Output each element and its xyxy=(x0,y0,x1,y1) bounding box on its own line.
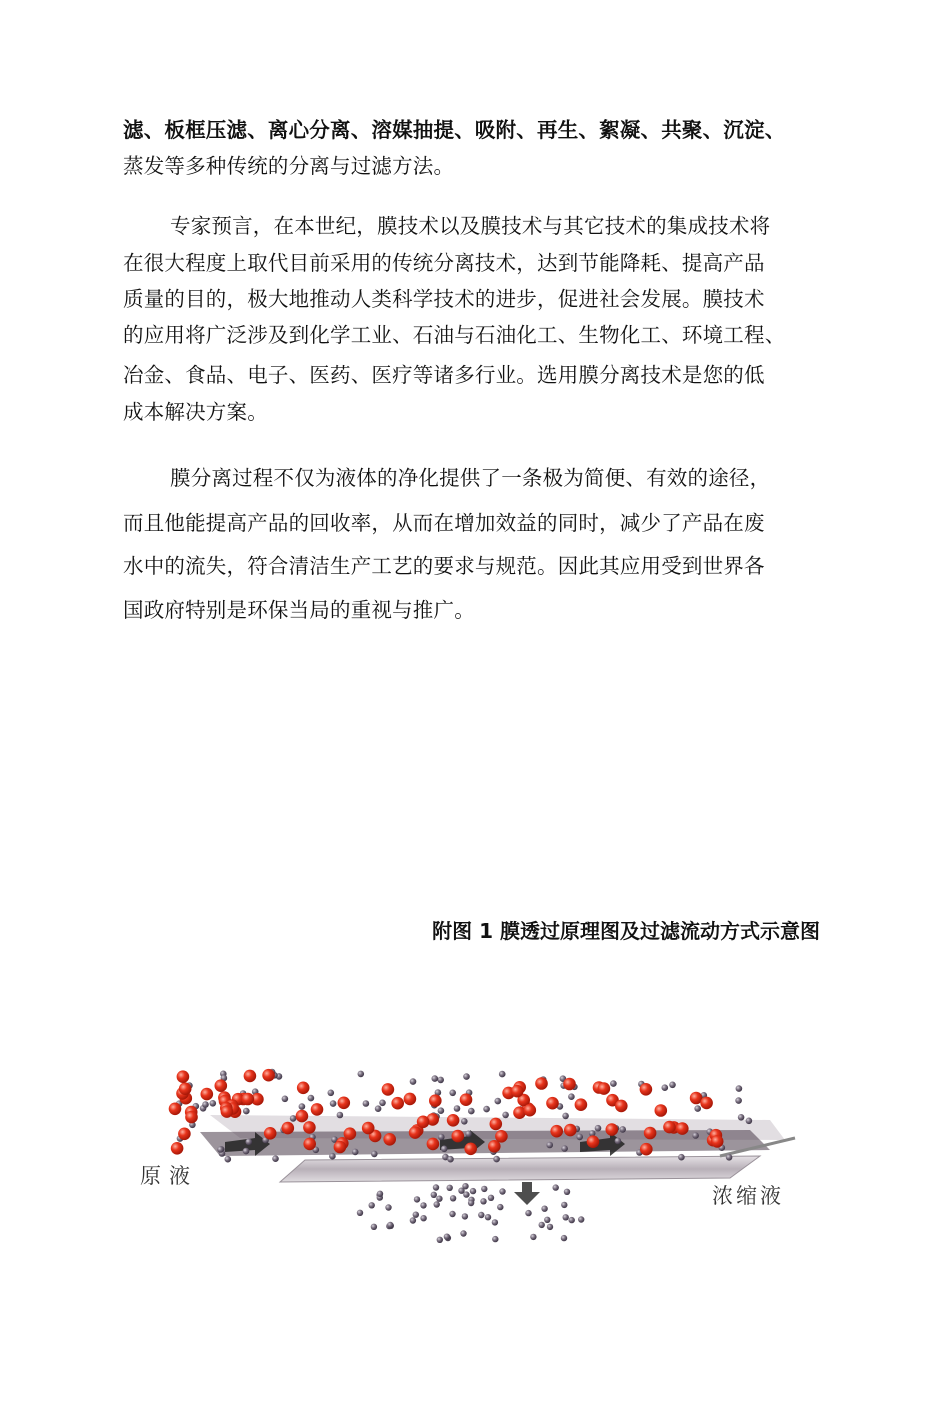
large-particle xyxy=(663,1121,676,1134)
permeate-particle xyxy=(420,1215,426,1221)
small-particle xyxy=(610,1080,617,1087)
small-particle xyxy=(726,1154,733,1161)
large-particle xyxy=(383,1133,396,1146)
large-particle xyxy=(417,1116,430,1129)
text-line: 膜分离过程不仅为液体的净化提供了一条极为简便、有效的途径， xyxy=(170,466,771,490)
small-particle xyxy=(546,1142,553,1149)
text-line: 冶金、食品、电子、医药、医疗等诸多行业。选用膜分离技术是您的低 xyxy=(123,363,765,387)
large-particle xyxy=(511,1085,524,1098)
large-particle xyxy=(344,1127,357,1140)
small-particle xyxy=(735,1097,742,1104)
small-particle xyxy=(371,1151,378,1158)
small-particle xyxy=(595,1125,602,1132)
small-particle xyxy=(243,1148,250,1155)
small-particle xyxy=(694,1105,701,1112)
small-particle xyxy=(308,1095,315,1102)
concentrate-label: 浓缩液 xyxy=(712,1184,784,1208)
permeate-particle xyxy=(492,1236,498,1242)
small-particle xyxy=(290,1115,297,1122)
permeate-particle xyxy=(462,1213,468,1219)
large-particle xyxy=(244,1070,257,1083)
permeate-particle xyxy=(569,1217,575,1223)
small-particle xyxy=(375,1105,382,1112)
permeate-particle xyxy=(561,1235,567,1241)
large-particle xyxy=(185,1111,198,1124)
text-line: 蒸发等多种传统的分离与过滤方法。 xyxy=(123,154,455,178)
large-particle xyxy=(606,1123,619,1136)
small-particle xyxy=(662,1084,669,1091)
permeate-particle xyxy=(497,1204,503,1210)
large-particle xyxy=(711,1135,724,1148)
permeate-particle xyxy=(530,1234,536,1240)
small-particle xyxy=(568,1093,575,1100)
large-particle xyxy=(676,1122,689,1135)
membrane xyxy=(280,1156,760,1182)
text-line: 而且他能提高产品的回收率，从而在增加效益的同时，减少了产品在废 xyxy=(123,511,765,535)
small-particle xyxy=(410,1078,417,1085)
large-particle xyxy=(644,1127,657,1140)
small-particle xyxy=(738,1114,745,1121)
permeate-particle xyxy=(450,1195,456,1201)
small-particle xyxy=(461,1118,468,1125)
permeate-particle xyxy=(420,1202,426,1208)
permeate-particle xyxy=(564,1189,570,1195)
permeate-particle xyxy=(434,1201,440,1207)
permeate-particle xyxy=(561,1202,567,1208)
permeate-particle xyxy=(553,1184,559,1190)
small-particle xyxy=(746,1118,753,1125)
large-particle xyxy=(535,1077,548,1090)
large-particle xyxy=(171,1142,184,1155)
text-line: 的应用将广泛涉及到化学工业、石油与石油化工、生物化工、环境工程、 xyxy=(123,323,786,347)
permeate-particle xyxy=(485,1214,491,1220)
large-particle xyxy=(303,1138,316,1151)
small-particle xyxy=(692,1132,699,1139)
small-particle xyxy=(210,1100,217,1107)
large-particle xyxy=(575,1098,588,1111)
large-particle xyxy=(587,1135,600,1148)
small-particle xyxy=(454,1105,461,1112)
small-particle xyxy=(438,1107,445,1114)
text-line: 专家预言，在本世纪，膜技术以及膜技术与其它技术的集成技术将 xyxy=(170,214,771,238)
large-particle xyxy=(564,1124,577,1137)
large-particle xyxy=(177,1070,190,1083)
small-particle xyxy=(615,1138,622,1145)
small-particle xyxy=(499,1071,506,1078)
small-particle xyxy=(337,1112,344,1119)
membrane-diagram-graphic xyxy=(130,1060,810,1250)
small-particle xyxy=(669,1082,676,1089)
figure-caption: 附图 1 膜透过原理图及过滤流动方式示意图 xyxy=(432,919,820,943)
large-particle xyxy=(178,1128,191,1141)
small-particle xyxy=(447,1156,454,1163)
small-particle xyxy=(483,1106,490,1113)
small-particle xyxy=(449,1090,456,1097)
small-particle xyxy=(437,1077,444,1084)
large-particle xyxy=(524,1104,537,1117)
large-particle xyxy=(201,1088,214,1101)
large-particle xyxy=(297,1082,310,1095)
large-particle xyxy=(655,1104,668,1117)
text-line: 成本解决方案。 xyxy=(123,400,268,424)
small-particle xyxy=(736,1085,743,1092)
small-particle xyxy=(225,1156,232,1163)
small-particle xyxy=(562,1113,569,1120)
permeate-particle xyxy=(460,1230,466,1236)
small-particle xyxy=(358,1071,365,1078)
text-line: 在很大程度上取代目前采用的传统分离技术，达到节能降耗、提高产品 xyxy=(123,251,765,275)
small-particle xyxy=(441,1146,448,1153)
large-particle xyxy=(640,1083,653,1096)
text-line: 水中的流失，符合清洁生产工艺的要求与规范。因此其应用受到世界各 xyxy=(123,554,765,578)
small-particle xyxy=(202,1101,209,1108)
text-line: 滤、板框压滤、离心分离、溶媒抽提、吸附、再生、絮凝、共聚、沉淀、 xyxy=(123,118,786,142)
permeate-particle xyxy=(431,1192,437,1198)
small-particle xyxy=(576,1134,583,1141)
small-particle xyxy=(438,1134,445,1141)
large-particle xyxy=(640,1143,653,1156)
permeate-particle xyxy=(357,1210,363,1216)
permeate-particle xyxy=(433,1184,439,1190)
large-particle xyxy=(282,1122,295,1135)
large-particle xyxy=(215,1079,228,1092)
large-particle xyxy=(409,1126,422,1139)
permeate-particle xyxy=(385,1204,391,1210)
small-particle xyxy=(432,1075,439,1082)
large-particle xyxy=(338,1097,351,1110)
large-particle xyxy=(447,1114,460,1127)
large-particle xyxy=(303,1121,316,1134)
permeate-particle xyxy=(547,1224,553,1230)
permeate-particle xyxy=(449,1211,455,1217)
large-particle xyxy=(495,1130,508,1143)
small-particle xyxy=(363,1100,370,1107)
large-particle xyxy=(169,1103,182,1116)
permeate-particle xyxy=(462,1183,468,1189)
large-particle xyxy=(264,1127,277,1140)
large-particle xyxy=(334,1141,347,1154)
text-line: 质量的目的，极大地推动人类科学技术的进步，促进社会发展。膜技术 xyxy=(123,287,765,311)
text-line: 国政府特别是环保当局的重视与推广。 xyxy=(123,598,475,622)
permeate-particle xyxy=(541,1206,547,1212)
permeate-arrow-icon xyxy=(514,1182,540,1205)
permeate-particle xyxy=(499,1188,505,1194)
permeate-particle xyxy=(369,1202,375,1208)
permeate-particle xyxy=(481,1186,487,1192)
large-particle xyxy=(362,1122,375,1135)
permeate-particle xyxy=(371,1224,377,1230)
permeate-particle xyxy=(413,1212,419,1218)
small-particle xyxy=(678,1154,685,1161)
large-particle xyxy=(550,1125,563,1138)
small-particle xyxy=(619,1126,626,1133)
small-particle xyxy=(465,1131,472,1138)
small-particle xyxy=(463,1073,470,1080)
large-particle xyxy=(490,1118,503,1131)
small-particle xyxy=(329,1153,336,1160)
permeate-particle xyxy=(387,1222,393,1228)
membrane-diagram xyxy=(130,1060,810,1250)
large-particle xyxy=(546,1097,559,1110)
permeate-particle xyxy=(544,1217,550,1223)
permeate-particle xyxy=(480,1198,486,1204)
permeate-particle xyxy=(463,1191,469,1197)
large-particle xyxy=(242,1093,255,1106)
permeate-particle xyxy=(563,1214,569,1220)
large-particle xyxy=(179,1082,192,1095)
large-particle xyxy=(221,1105,234,1118)
permeate-particle xyxy=(447,1185,453,1191)
small-particle xyxy=(282,1096,289,1103)
small-particle xyxy=(246,1139,253,1146)
permeate-particle xyxy=(488,1195,494,1201)
large-particle xyxy=(382,1083,395,1096)
large-particle xyxy=(262,1069,275,1082)
large-particle xyxy=(615,1100,628,1113)
permeate-particle xyxy=(437,1237,443,1243)
large-particle xyxy=(404,1093,417,1106)
permeate-particle xyxy=(377,1191,383,1197)
small-particle xyxy=(330,1100,337,1107)
large-particle xyxy=(429,1094,442,1107)
permeate-particle xyxy=(539,1222,545,1228)
small-particle xyxy=(495,1098,502,1105)
permeate-particle xyxy=(468,1200,474,1206)
large-particle xyxy=(427,1138,440,1151)
permeate-particle xyxy=(492,1219,498,1225)
small-particle xyxy=(328,1090,335,1097)
large-particle xyxy=(391,1097,404,1110)
small-particle xyxy=(561,1145,568,1152)
large-particle xyxy=(598,1082,611,1095)
small-particle xyxy=(272,1155,279,1162)
permeate-particle xyxy=(470,1188,476,1194)
small-particle xyxy=(493,1156,500,1163)
large-particle xyxy=(563,1078,576,1091)
permeate-particle xyxy=(414,1196,420,1202)
permeate-particle xyxy=(436,1196,442,1202)
small-particle xyxy=(379,1100,386,1107)
large-particle xyxy=(700,1097,713,1110)
small-particle xyxy=(243,1108,250,1115)
large-particle xyxy=(296,1110,309,1123)
small-particle xyxy=(502,1112,509,1119)
permeate-particle xyxy=(525,1210,531,1216)
small-particle xyxy=(299,1103,306,1110)
small-particle xyxy=(217,1146,224,1153)
large-particle xyxy=(460,1093,473,1106)
small-particle xyxy=(352,1149,359,1156)
permeate-particle xyxy=(578,1216,584,1222)
large-particle xyxy=(452,1130,465,1143)
permeate-particle xyxy=(444,1234,450,1240)
permeate-particle xyxy=(478,1212,484,1218)
large-particle xyxy=(311,1103,324,1116)
small-particle xyxy=(468,1108,475,1115)
large-particle xyxy=(464,1143,477,1156)
feed-label: 原液 xyxy=(140,1164,198,1188)
permeate-particle xyxy=(410,1217,416,1223)
